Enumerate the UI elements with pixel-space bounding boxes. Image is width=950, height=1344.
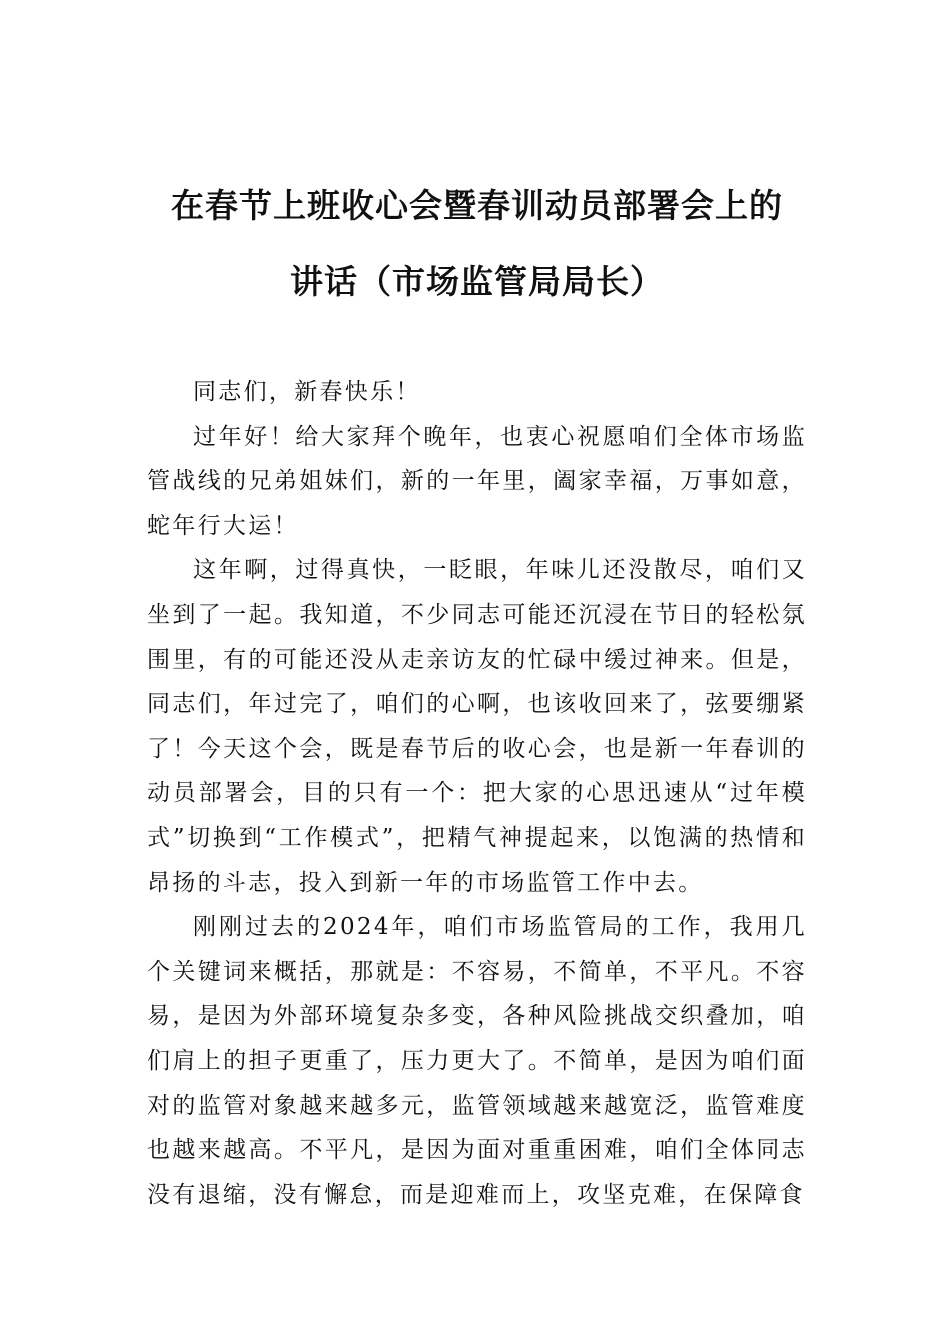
paragraph-meeting-purpose: 这年啊，过得真快，一眨眼，年味儿还没散尽，咱们又坐到了一起。我知道，不少同志可能还沉浸在节日的轻松氛围里，有的可能还没从走亲访友的忙碌中缓过神来。但是，同志们，年过完了，咱们的心啊，也该收回来了，弦要绷紧了！今天这个会，既是春节后的收心会，也是新一年春训的动员部署会，目的只有一个：把大家的心思迅速从“过年模式”切换到“工作模式”，把精气神提起来，以饱满的热情和昂扬的斗志，投入到新一年的市场监管工作中去。 xyxy=(147,557,807,896)
title-line-2: 讲话（市场监管局局长） xyxy=(290,262,664,301)
paragraph-greeting: 同志们，新春快乐！ xyxy=(193,379,421,405)
document-title xyxy=(147,0,807,320)
paragraph-new-year-wishes: 过年好！给大家拜个晚年，也衷心祝愿咱们全体市场监管战线的兄弟姐妹们，新的一年里，阖家幸福，万事如意，蛇年行大运！ xyxy=(147,423,807,539)
title-line-1: 在春节上班收心会暨春训动员部署会上的 xyxy=(171,186,783,225)
paragraph-2024-review: 刚刚过去的2024年，咱们市场监管局的工作，我用几个关键词来概括，那就是：不容易，不简单，不平凡。不容易，是因为外部环境复杂多变，各种风险挑战交织叠加，咱们肩上的担子更重了，压力更大了。不简单，是因为咱们面对的监管对象越来越多元，监管领域越来越宽泛，监管难度也越来越高。不平凡，是因为面对重重困难，咱们全体同志没有退缩，没有懈怠，而是迎难而上，攻坚克难，在保障食 xyxy=(147,914,807,1208)
document-body xyxy=(147,370,807,1217)
